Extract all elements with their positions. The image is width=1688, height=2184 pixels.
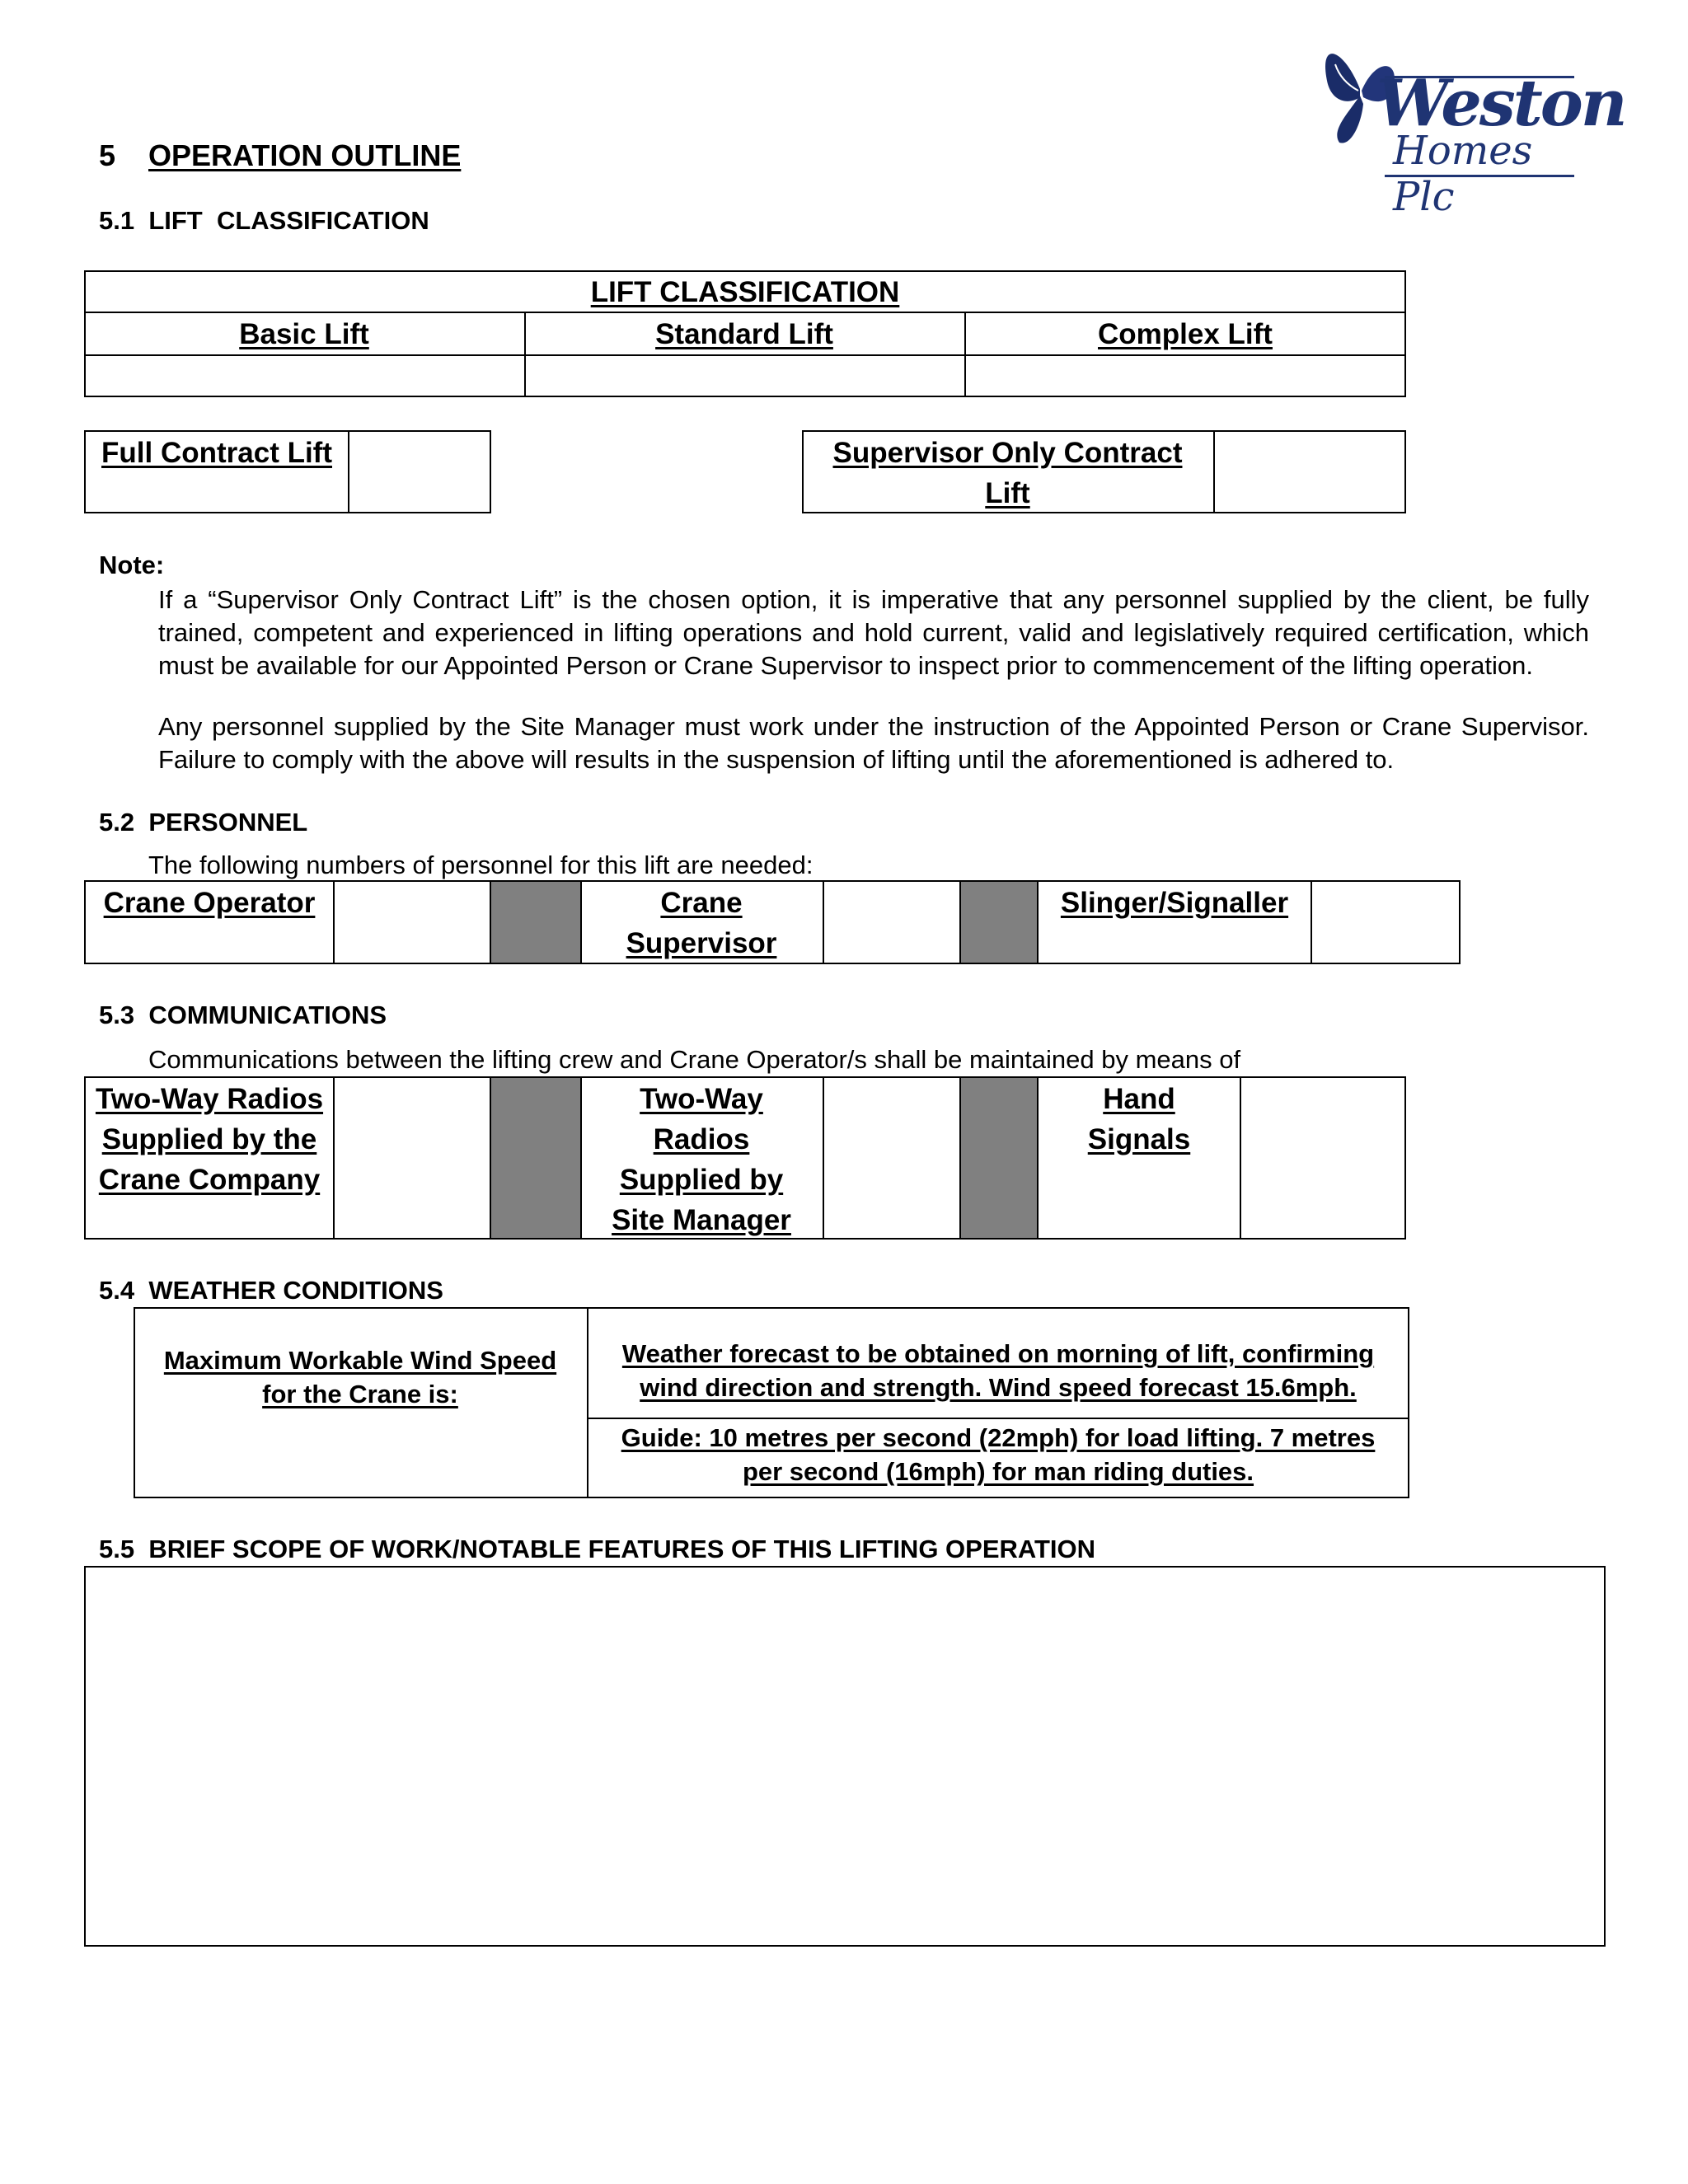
- crane-supervisor-label: Crane Supervisor: [626, 887, 777, 959]
- hand-signals-checkbox[interactable]: [1241, 1078, 1404, 1238]
- heading-5-1: 5.1 LIFT CLASSIFICATION: [99, 206, 429, 235]
- basic-lift-label: Basic Lift: [239, 318, 369, 350]
- heading-5-4: 5.4 WEATHER CONDITIONS: [99, 1276, 443, 1305]
- section-number: 5: [99, 138, 116, 172]
- full-contract-lift-label: Full Contract Lift: [101, 437, 332, 469]
- logo-underline-1: [1385, 76, 1574, 78]
- heading-5-2: 5.2 PERSONNEL: [99, 808, 308, 837]
- logo-text-homes: Homes Plc: [1393, 128, 1533, 220]
- complex-lift-field[interactable]: [966, 356, 1404, 396]
- communications-intro: Communications between the lifting crew and Crane Operator/s shall be maintained by means of: [148, 1045, 1241, 1074]
- basic-lift-field[interactable]: [86, 356, 523, 396]
- slinger-signaller-count-field[interactable]: [1312, 882, 1459, 963]
- wind-guide-text: Guide: 10 metres per second (22mph) for load lifting. 7 metres per second (16mph) for man riding duties.: [621, 1423, 1376, 1486]
- logo-text-weston: Weston: [1376, 66, 1625, 141]
- note-paragraph-1: If a “Supervisor Only Contract Lift” is the chosen option, it is imperative that any personnel supplied by the client, be fully trained, competent and experienced in lifting operations and hold current, valid and legislatively required certification, which must be available for our Appointed Person or Crane Supervisor to inspect prior to commencement of the lifting operation.: [158, 585, 1589, 680]
- radios-crane-company-label: Two-Way Radios Supplied by the Crane Company: [95, 1083, 324, 1196]
- note-label: Note:: [99, 551, 165, 579]
- logo-underline-2: [1385, 175, 1574, 177]
- max-wind-speed-label: Maximum Workable Wind Speed for the Crane is:: [163, 1346, 557, 1408]
- section-title: OPERATION OUTLINE: [148, 138, 462, 172]
- standard-lift-label: Standard Lift: [655, 318, 833, 350]
- full-contract-lift-checkbox[interactable]: [349, 432, 490, 512]
- slinger-signaller-label: Slinger/Signaller: [1060, 887, 1289, 919]
- company-logo: [1311, 25, 1625, 220]
- lift-classification-title: LIFT CLASSIFICATION: [590, 276, 900, 308]
- personnel-intro: The following numbers of personnel for this lift are needed:: [148, 851, 814, 879]
- crane-operator-count-field[interactable]: [335, 882, 490, 963]
- standard-lift-field[interactable]: [526, 356, 963, 396]
- scope-of-work-textarea[interactable]: [84, 1566, 1606, 1947]
- complex-lift-label: Complex Lift: [1098, 318, 1273, 350]
- radios-site-manager-checkbox[interactable]: [824, 1078, 959, 1238]
- radios-crane-company-checkbox[interactable]: [335, 1078, 490, 1238]
- radios-site-manager-label: Two-Way Radios Supplied by Site Manager: [612, 1083, 791, 1236]
- note-paragraph-2: Any personnel supplied by the Site Manager must work under the instruction of the Appointed Person or Crane Supervisor. Failure to comply with the above will results in the suspension of lifting until the aforementioned is adhered to.: [158, 712, 1589, 774]
- weather-forecast-text: Weather forecast to be obtained on morning of lift, confirming wind direction and strength. Wind speed forecast 15.6mph.: [621, 1339, 1375, 1402]
- crane-operator-label: Crane Operator: [103, 887, 316, 919]
- heading-5-3: 5.3 COMMUNICATIONS: [99, 1001, 387, 1029]
- crane-supervisor-count-field[interactable]: [824, 882, 959, 963]
- hand-signals-label: Hand Signals: [1087, 1083, 1191, 1155]
- supervisor-only-label: Supervisor Only Contract Lift: [832, 437, 1183, 509]
- supervisor-only-checkbox[interactable]: [1215, 432, 1404, 512]
- heading-5-5: 5.5 BRIEF SCOPE OF WORK/NOTABLE FEATURES OF THIS LIFTING OPERATION: [99, 1535, 1096, 1563]
